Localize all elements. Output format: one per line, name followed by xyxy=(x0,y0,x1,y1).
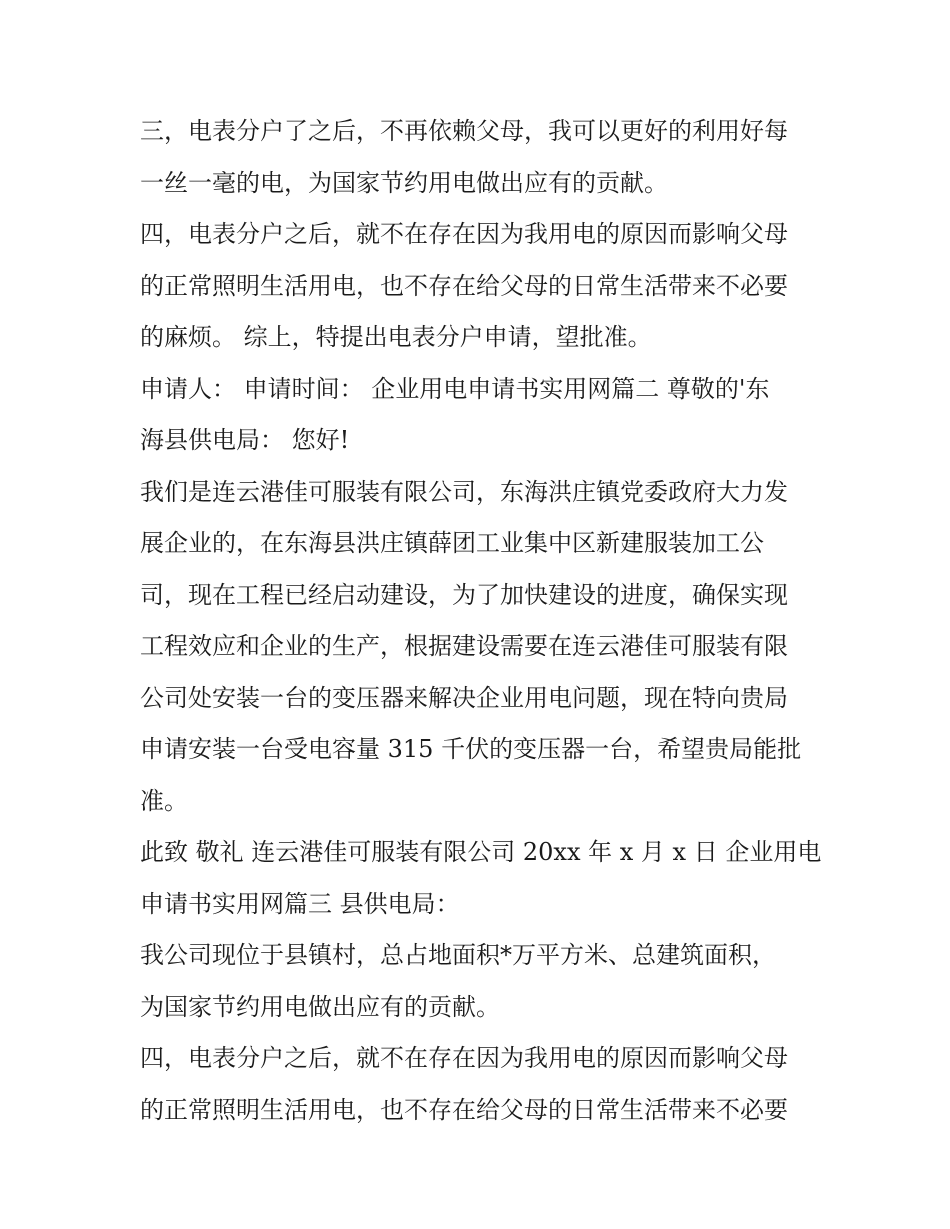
text-line: 我们是连云港佳可服装有限公司，东海洪庄镇党委政府大力发 xyxy=(140,477,788,506)
text-line: 申请人： 申请时间： 企业用电申请书实用网篇二 尊敬的'东 xyxy=(140,374,770,403)
document-body xyxy=(140,106,830,1136)
text-line: 的正常照明生活用电，也不存在给父母的日常生活带来不必要 xyxy=(140,1095,788,1124)
text-line: 公司处安装一台的变压器来解决企业用电问题，现在特向贵局 xyxy=(140,683,788,712)
text-line: 我公司现位于县镇村，总占地面积*万平方米、总建筑面积， xyxy=(140,941,776,969)
text-line: 司，现在工程已经启动建设，为了加快建设的进度，确保实现 xyxy=(140,580,788,609)
text-line: 四，电表分户之后，就不在存在因为我用电的原因而影响父母 xyxy=(140,1044,788,1072)
text-line: 为国家节约用电做出应有的贡献。 xyxy=(140,992,500,1021)
text-line: 工程效应和企业的生产，根据建设需要在连云港佳可服装有限 xyxy=(140,632,788,660)
text-line: 此致 敬礼 连云港佳可服装有限公司 20xx 年 x 月 x 日 企业用电 xyxy=(140,838,822,866)
text-line: 海县供电局： 您好! xyxy=(140,426,350,454)
text-line: 准。 xyxy=(140,786,188,815)
text-line: 的麻烦。 综上，特提出电表分户申请，望批准。 xyxy=(140,323,652,351)
text-line: 的正常照明生活用电，也不存在给父母的日常生活带来不必要 xyxy=(140,271,788,300)
text-line: 申请书实用网篇三 县供电局： xyxy=(140,889,460,918)
text-line: 一丝一毫的电，为国家节约用电做出应有的贡献。 xyxy=(140,168,668,197)
text-line: 四，电表分户之后，就不在存在因为我用电的原因而影响父母 xyxy=(140,220,788,248)
text-line: 三，电表分户了之后，不再依赖父母，我可以更好的利用好每 xyxy=(140,117,788,145)
text-line: 申请安装一台受电容量 315 千伏的变压器一台，希望贵局能批 xyxy=(140,735,802,763)
text-line: 展企业的，在东海县洪庄镇薛团工业集中区新建服装加工公 xyxy=(140,529,764,557)
